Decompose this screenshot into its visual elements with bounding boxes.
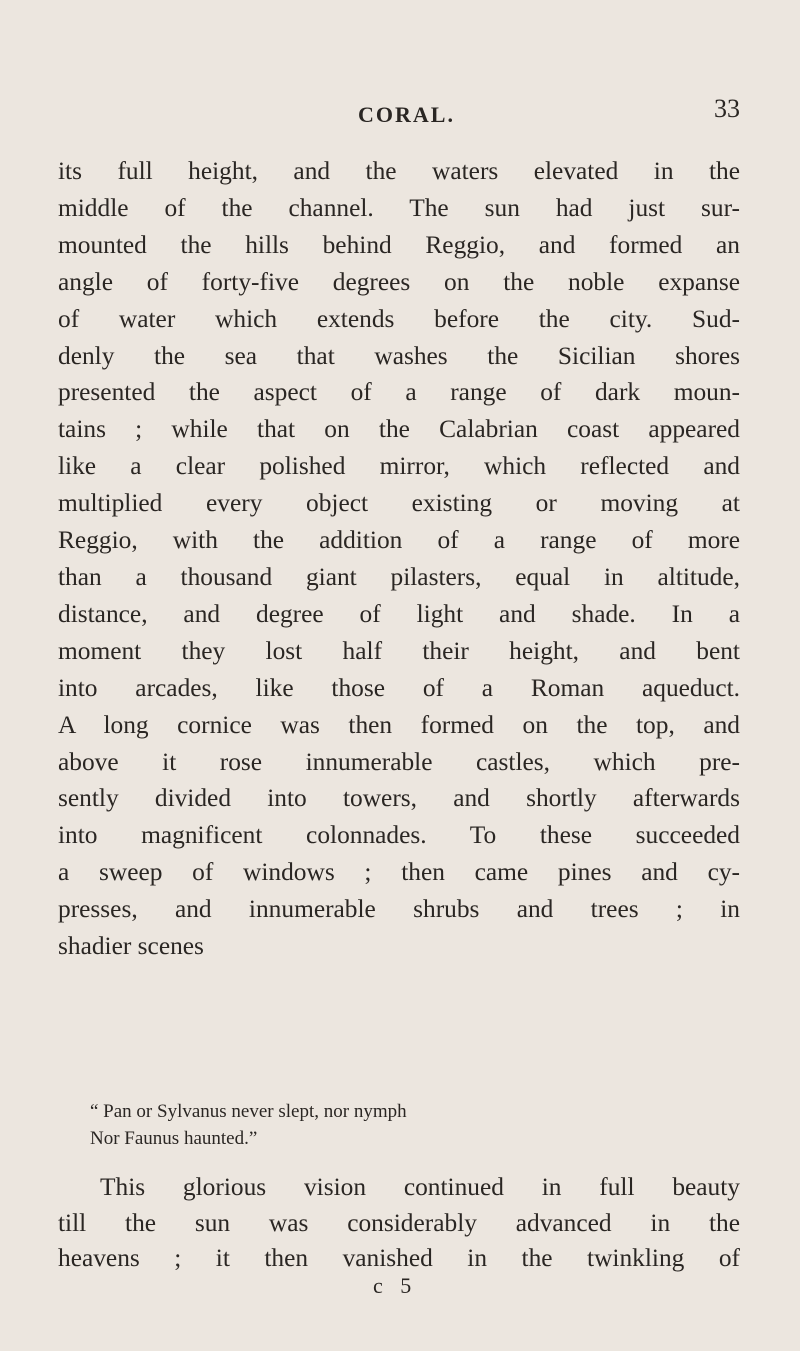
closing-paragraph [58, 1170, 740, 1277]
verse-quotation [90, 1098, 650, 1152]
text-line: This glorious vision continued in full beauty [100, 1173, 740, 1201]
text-line: Reggio, with the addition of a range of more [58, 526, 740, 555]
signature-mark: c 5 [373, 1273, 418, 1298]
text-line: presented the aspect of a range of dark moun- [58, 378, 740, 407]
text-line: of water which extends before the city. Sud- [58, 304, 740, 333]
text-line: than a thousand giant pilasters, equal in altitude, [58, 562, 740, 591]
text-line: presses, and innumerable shrubs and trees ; in [58, 895, 740, 924]
text-line: till the sun was considerably advanced in the [58, 1208, 740, 1237]
verse-line: “ Pan or Sylvanus never slept, nor nymph [90, 1101, 407, 1122]
text-line: into magnificent colonnades. To these succeeded [58, 821, 740, 850]
text-line: sently divided into towers, and shortly afterwards [58, 784, 740, 813]
text-line: shadier scenes [58, 932, 204, 961]
text-line: into arcades, like those of a Roman aqueduct. [58, 673, 740, 702]
text-line: A long cornice was then formed on the top, and [58, 710, 740, 739]
text-line: moment they lost half their height, and bent [58, 636, 740, 665]
text-line: angle of forty-five degrees on the noble expanse [58, 267, 740, 296]
text-line: its full height, and the waters elevated in the [58, 157, 740, 185]
text-line: a sweep of windows ; then came pines and cy- [58, 858, 740, 887]
text-line: heavens ; it then vanished in the twinkling of [58, 1244, 740, 1272]
running-head [58, 94, 740, 134]
text-line: middle of the channel. The sun had just sur- [58, 193, 740, 222]
text-line: like a clear polished mirror, which reflected and [58, 452, 740, 481]
text-line: mounted the hills behind Reggio, and formed an [58, 230, 740, 259]
text-line: above it rose innumerable castles, which pre- [58, 747, 740, 776]
body-paragraph [58, 153, 740, 965]
page-number: 33 [714, 94, 740, 123]
text-line: distance, and degree of light and shade. In a [58, 599, 740, 628]
text-line: multiplied every object existing or moving at [58, 489, 740, 518]
verse-line: Nor Faunus haunted.” [90, 1128, 258, 1149]
text-line: tains ; while that on the Calabrian coast appeared [58, 415, 740, 444]
text-line: denly the sea that washes the Sicilian shores [58, 341, 740, 370]
running-head-title: CORAL. [358, 102, 455, 127]
